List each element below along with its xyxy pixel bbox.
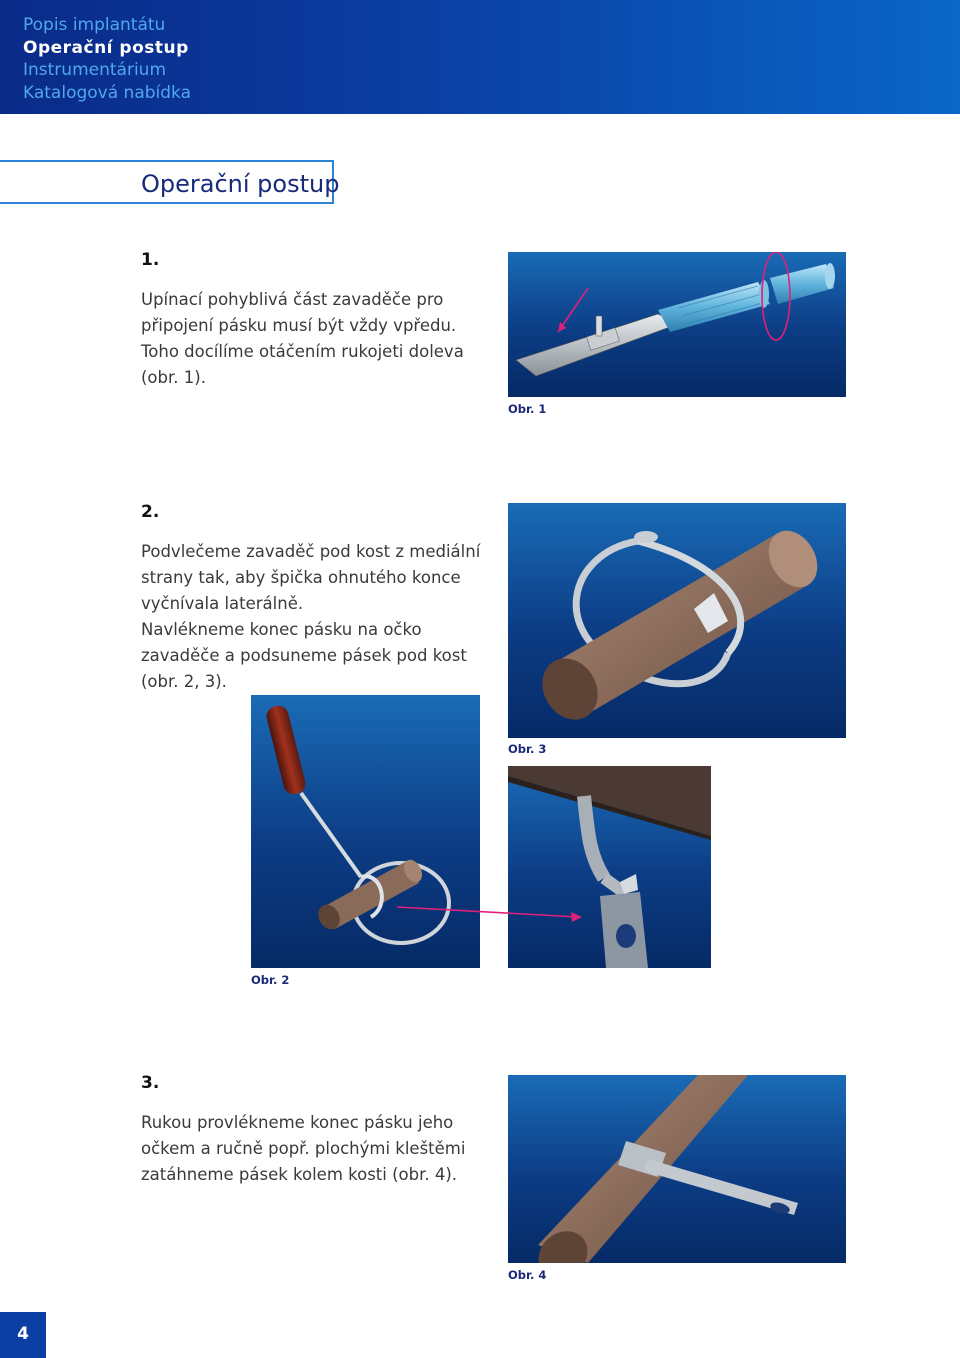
figure-1-caption: Obr. 1 <box>508 402 547 416</box>
step-2-paragraph-2: Navlékneme konec pásku na očko zavaděče a podsuneme pásek pod kost (obr. 2, 3). <box>141 620 467 691</box>
nav-item-instrumentarium[interactable]: Instrumentárium <box>23 60 166 80</box>
nav-item-popis-implantatu[interactable]: Popis implantátu <box>23 15 166 35</box>
section-nav <box>23 14 191 104</box>
step-3-text <box>141 1110 481 1188</box>
bone-with-band-illustration <box>508 503 846 738</box>
section-title: Operační postup <box>141 170 340 198</box>
figure-4-caption: Obr. 4 <box>508 1268 547 1282</box>
page-number: 4 <box>17 1324 29 1344</box>
step-2-text <box>141 539 481 695</box>
figure-3-detail-image <box>508 766 711 968</box>
inserter-under-bone-illustration <box>251 695 480 968</box>
section-title-box <box>0 160 340 204</box>
tightened-band-illustration <box>508 1075 846 1263</box>
step-2-paragraph-1: Podvlečeme zavaděč pod kost z mediální strany tak, aby špička ohnutého konce vyčnívala laterálně. <box>141 542 481 613</box>
step-2-number: 2. <box>141 502 160 522</box>
eyelet-detail-illustration <box>508 766 711 968</box>
figure-3-caption: Obr. 3 <box>508 742 547 756</box>
nav-item-katalogova-nabidka[interactable]: Katalogová nabídka <box>23 82 192 103</box>
step-3-paragraph: Rukou provlékneme konec pásku jeho očkem a ručně popř. plochými kleštěmi zatáhneme pásek kolem kosti (obr. 4). <box>141 1113 466 1184</box>
header-band <box>0 0 960 114</box>
figure-4-image <box>508 1075 846 1263</box>
figure-3-image <box>508 503 846 738</box>
figure-1-image <box>508 252 846 397</box>
step-1-text <box>141 287 481 391</box>
step-1-paragraph: Upínací pohyblivá část zavaděče pro připojení pásku musí být vždy vpředu. Toho docílíme otáčením rukojeti doleva (obr. 1). <box>141 290 464 387</box>
figure-2-caption: Obr. 2 <box>251 973 290 987</box>
page-number-box <box>0 1312 46 1358</box>
step-3-number: 3. <box>141 1073 160 1093</box>
figure-2-image <box>251 695 480 968</box>
step-1-number: 1. <box>141 250 160 270</box>
nav-item-operacni-postup[interactable]: Operační postup <box>23 37 189 58</box>
inserter-tool-illustration <box>508 252 846 397</box>
